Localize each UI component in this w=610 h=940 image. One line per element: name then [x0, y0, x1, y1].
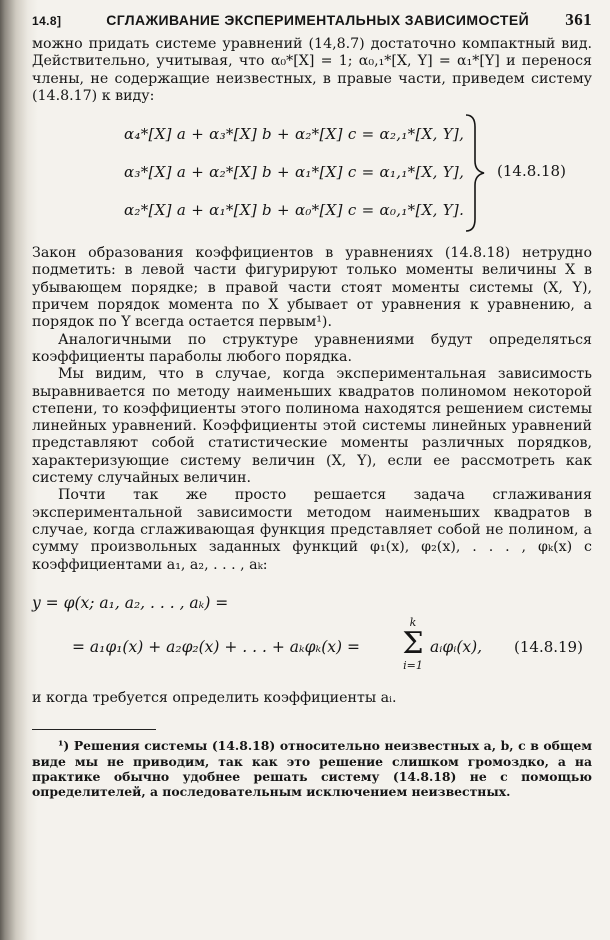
- equation-number-14-8-18: (14.8.18): [497, 162, 566, 181]
- page-number: 361: [565, 10, 592, 29]
- sum-lower-limit: i=1: [403, 658, 423, 672]
- paragraph-6: и когда требуется определить коэффициенты aᵢ.: [32, 689, 397, 706]
- running-header: [32, 10, 592, 30]
- right-brace-icon: [464, 113, 486, 233]
- sum-upper-limit: k: [409, 615, 417, 629]
- system-equation-2: α₃*[X] a + α₂*[X] b + α₁*[X] c = α₁,₁*[X, Y],: [124, 163, 465, 182]
- footnote-divider: [32, 729, 156, 730]
- footnote: ¹) Решения системы (14.8.18) относительно неизвестных a, b, c в общем виде мы не приводим, так как это решение слишком громоздко, а на практике обычно удобнее решать систему (14.8.18) не с помощью определителей, а последовательным исключением неизвестных.: [32, 738, 592, 800]
- system-equation-3: α₂*[X] a + α₁*[X] b + α₀*[X] c = α₀,₁*[X, Y].: [124, 201, 465, 220]
- running-title: СГЛАЖИВАНИЕ ЭКСПЕРИМЕНТАЛЬНЫХ ЗАВИСИМОСТЕЙ: [106, 12, 530, 28]
- equation-19-line-1: y = φ(x; a₁, a₂, . . . , aₖ) =: [32, 593, 229, 612]
- equation-system-14-8-18: [32, 119, 592, 233]
- sigma-symbol: Σ: [402, 625, 424, 661]
- paragraph-5: Почти так же просто решается задача сглаживания экспериментальной зависимости методом наименьших квадратов в случае, когда сглаживающая функция представляет собой не полином, а сумму произвольных заданных функций φ₁(x), φ₂(x), . . . , φₖ(x) с коэффициентами a₁, a₂, . . . , aₖ:: [32, 487, 592, 573]
- equation-number-14-8-19: (14.8.19): [514, 637, 583, 656]
- paragraph-2: Закон образования коэффициентов в уравнениях (14.8.18) нетрудно подметить: в левой части фигурируют только моменты величины X в убывающем порядке; в правой части стоят моменты системы (X, Y), причем порядок момента по X убывает от уравнения к уравнению, а порядок по Y всегда остается первым¹).: [32, 245, 592, 331]
- section-number: 14.8]: [32, 14, 62, 28]
- summation: [398, 616, 428, 672]
- equation-14-8-19: [32, 616, 592, 682]
- summation-term: aᵢφᵢ(x),: [430, 637, 483, 656]
- paragraph-1: можно придать системе уравнений (14,8.7) достаточно компактный вид. Действительно, учитывая, что α₀*[X] = 1; α₀,₁*[X, Y] = α₁*[Y] и перенося члены, не содержащие неизвестных, в правые части, приведем систему (14.8.17) к виду:: [32, 36, 592, 104]
- equation-19-line-2: = a₁φ₁(x) + a₂φ₂(x) + . . . + aₖφₖ(x) =: [72, 637, 360, 656]
- page-content: [32, 10, 592, 800]
- paragraph-3: Аналогичными по структуре уравнениями будут определяться коэффициенты параболы любого порядка.: [32, 331, 592, 365]
- paragraph-4: Мы видим, что в случае, когда экспериментальная зависимость выравнивается по методу наименьших квадратов полиномом некоторой степени, то коэффициенты этого полинома находятся решением системы линейных уравнений. Коэффициенты этой системы линейных уравнений представляют собой статистические моменты различных порядков, характеризующие систему величин (X, Y), если ее рассмотреть как систему случайных величин.: [32, 366, 592, 487]
- system-equation-1: α₄*[X] a + α₃*[X] b + α₂*[X] c = α₂,₁*[X, Y],: [124, 125, 465, 144]
